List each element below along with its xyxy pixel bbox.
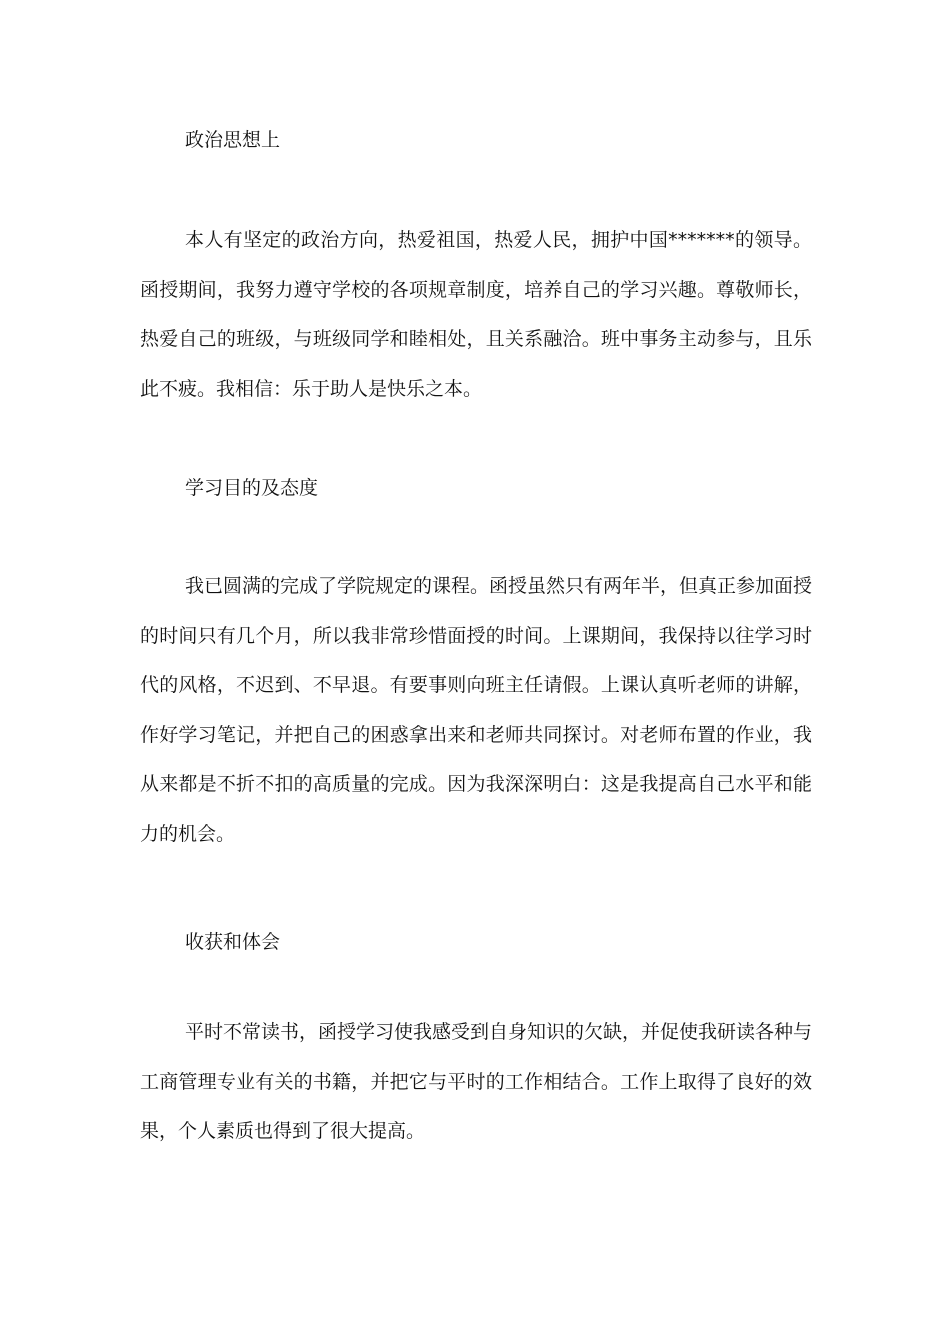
section-heading-political: 政治思想上: [185, 129, 281, 151]
section-heading-study-attitude: 学习目的及态度: [185, 477, 319, 499]
section-heading-gains: 收获和体会: [185, 931, 281, 953]
section-body-political: 本人有坚定的政治方向，热爱祖国，热爱人民，拥护中国*******的领导。函授期间，我努力遵守学校的各项规章制度，培养自己的学习兴趣。尊敬师长，热爱自己的班级，与班级同学和睦相处，且关系融洽。班中事务主动参与，且乐此不疲。我相信：乐于助人是快乐之本。: [140, 229, 812, 400]
section-body-study-attitude: 我已圆满的完成了学院规定的课程。函授虽然只有两年半，但真正参加面授的时间只有几个月，所以我非常珍惜面授的时间。上课期间，我保持以往学习时代的风格，不迟到、不早退。有要事则向班主任请假。上课认真听老师的讲解，作好学习笔记，并把自己的困惑拿出来和老师共同探讨。对老师布置的作业，我从来都是不折不扣的高质量的完成。因为我深深明白：这是我提高自己水平和能力的机会。: [140, 575, 813, 845]
section-body-gains: 平时不常读书，函授学习使我感受到自身知识的欠缺，并促使我研读各种与工商管理专业有关的书籍，并把它与平时的工作相结合。工作上取得了良好的效果，个人素质也得到了很大提高。: [140, 1021, 813, 1142]
